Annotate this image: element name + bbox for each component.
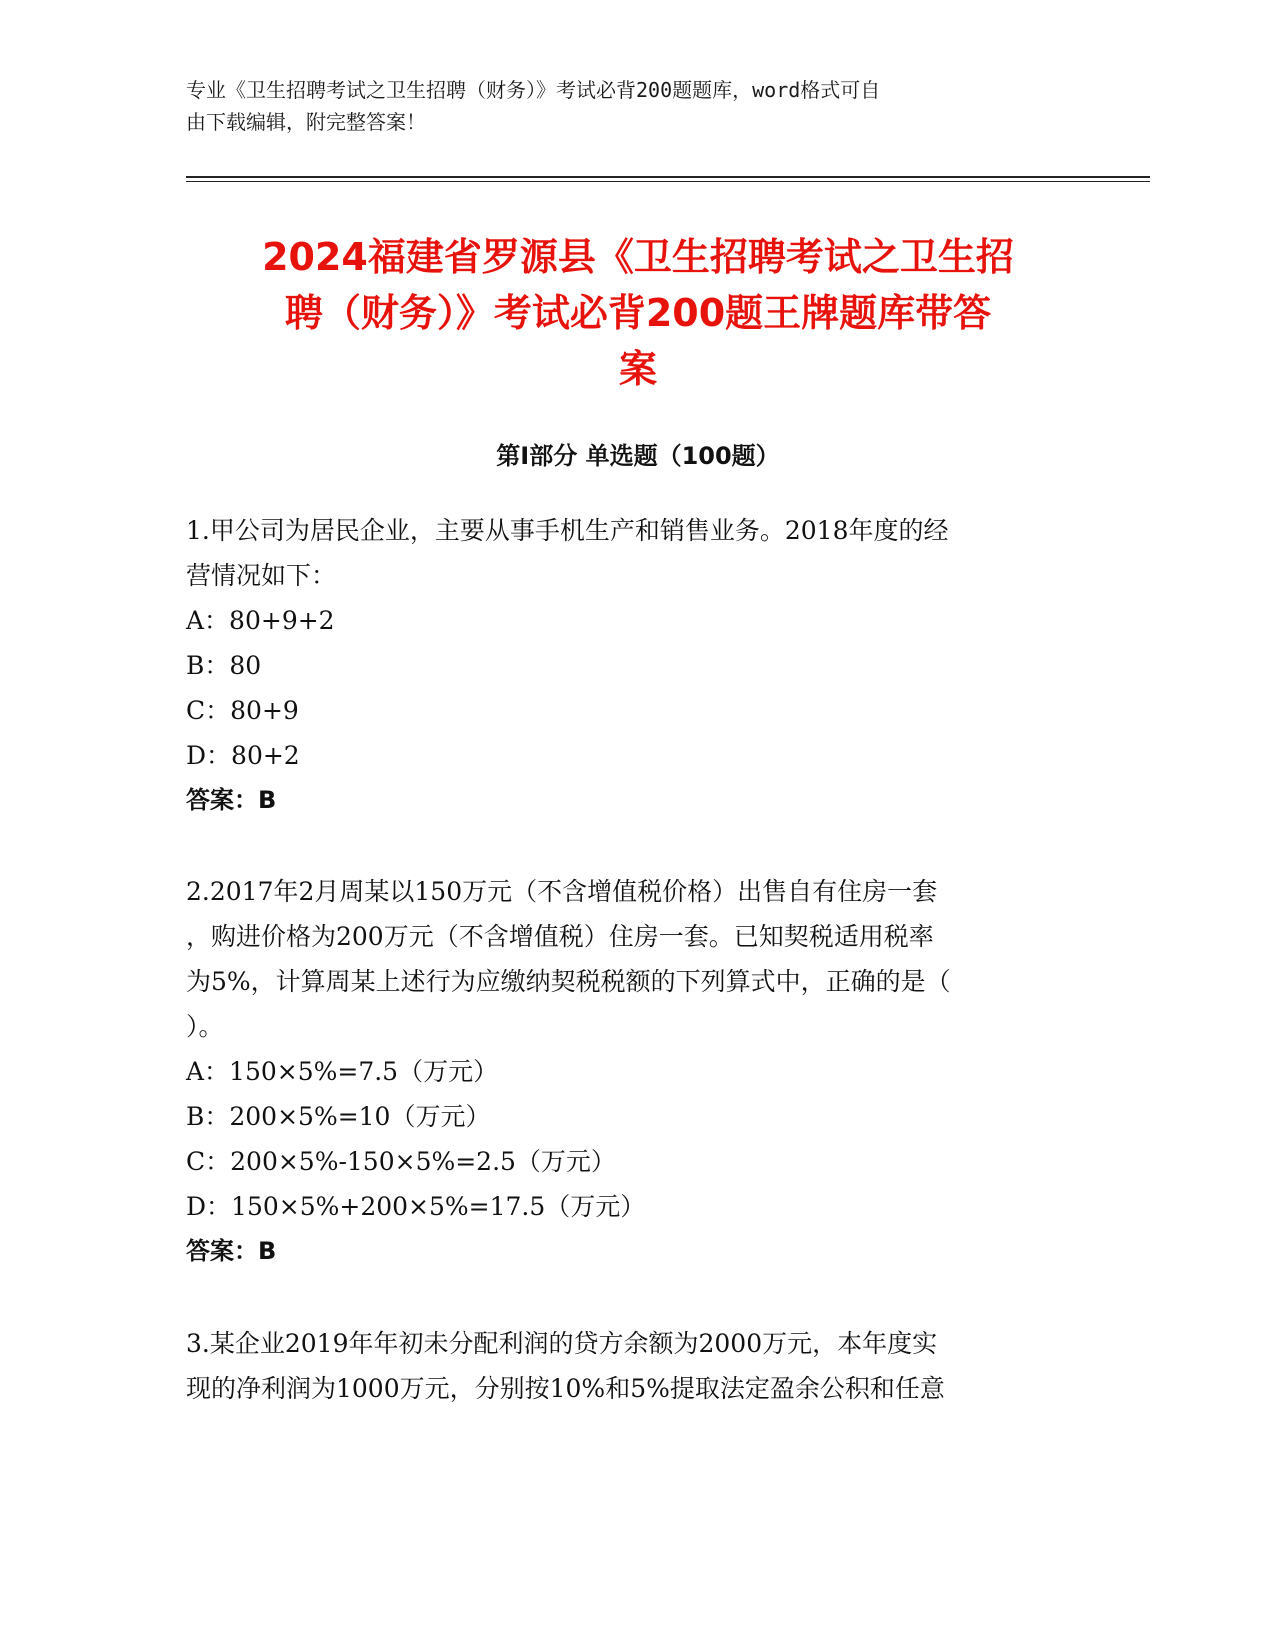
option-b: B：200×5%=10（万元） <box>186 1102 491 1131</box>
document-title <box>186 229 1090 397</box>
option-a: A：80+9+2 <box>186 606 335 635</box>
question-stem: 3.某企业2019年年初未分配利润的贷方余额为2000万元，本年度实 <box>186 1329 938 1358</box>
question-stem: 为5%，计算周某上述行为应缴纳契税税额的下列算式中，正确的是（ <box>186 967 951 996</box>
option-b: B：80 <box>186 651 262 680</box>
answer: 答案：B <box>186 786 277 814</box>
option-c: C：80+9 <box>186 696 299 725</box>
question-stem: 1.甲公司为居民企业，主要从事手机生产和销售业务。2018年度的经 <box>186 516 949 545</box>
header-note <box>186 74 1066 138</box>
title-line: 聘（财务）》考试必背200题王牌题库带答 <box>284 291 992 335</box>
title-line: 2024福建省罗源县《卫生招聘考试之卫生招 <box>262 235 1014 279</box>
header-note-line: 由下载编辑，附完整答案！ <box>186 110 426 134</box>
header-divider-thick <box>186 176 1150 178</box>
option-a: A：150×5%=7.5（万元） <box>186 1057 499 1086</box>
option-c: C：200×5%-150×5%=2.5（万元） <box>186 1147 616 1176</box>
question-1 <box>186 508 1086 823</box>
question-stem: ）。 <box>186 1012 224 1041</box>
title-line: 案 <box>618 347 657 391</box>
question-stem: 现的净利润为1000万元，分别按10%和5%提取法定盈余公积和任意 <box>186 1374 945 1403</box>
question-stem: 营情况如下： <box>186 561 337 590</box>
option-d: D：150×5%+200×5%=17.5（万元） <box>186 1192 646 1221</box>
option-d: D：80+2 <box>186 741 300 770</box>
header-note-line: 专业《卫生招聘考试之卫生招聘（财务）》考试必背200题题库，word格式可自 <box>186 78 881 102</box>
header-divider-thin <box>186 181 1150 182</box>
question-stem: 2.2017年2月周某以150万元（不含增值税价格）出售自有住房一套 <box>186 877 938 906</box>
question-3 <box>186 1321 1086 1411</box>
answer: 答案：B <box>186 1237 277 1265</box>
section-heading: 第Ⅰ部分 单选题（100题） <box>496 442 780 470</box>
question-stem: ，购进价格为200万元（不含增值税）住房一套。已知契税适用税率 <box>186 922 934 951</box>
question-2 <box>186 869 1086 1274</box>
